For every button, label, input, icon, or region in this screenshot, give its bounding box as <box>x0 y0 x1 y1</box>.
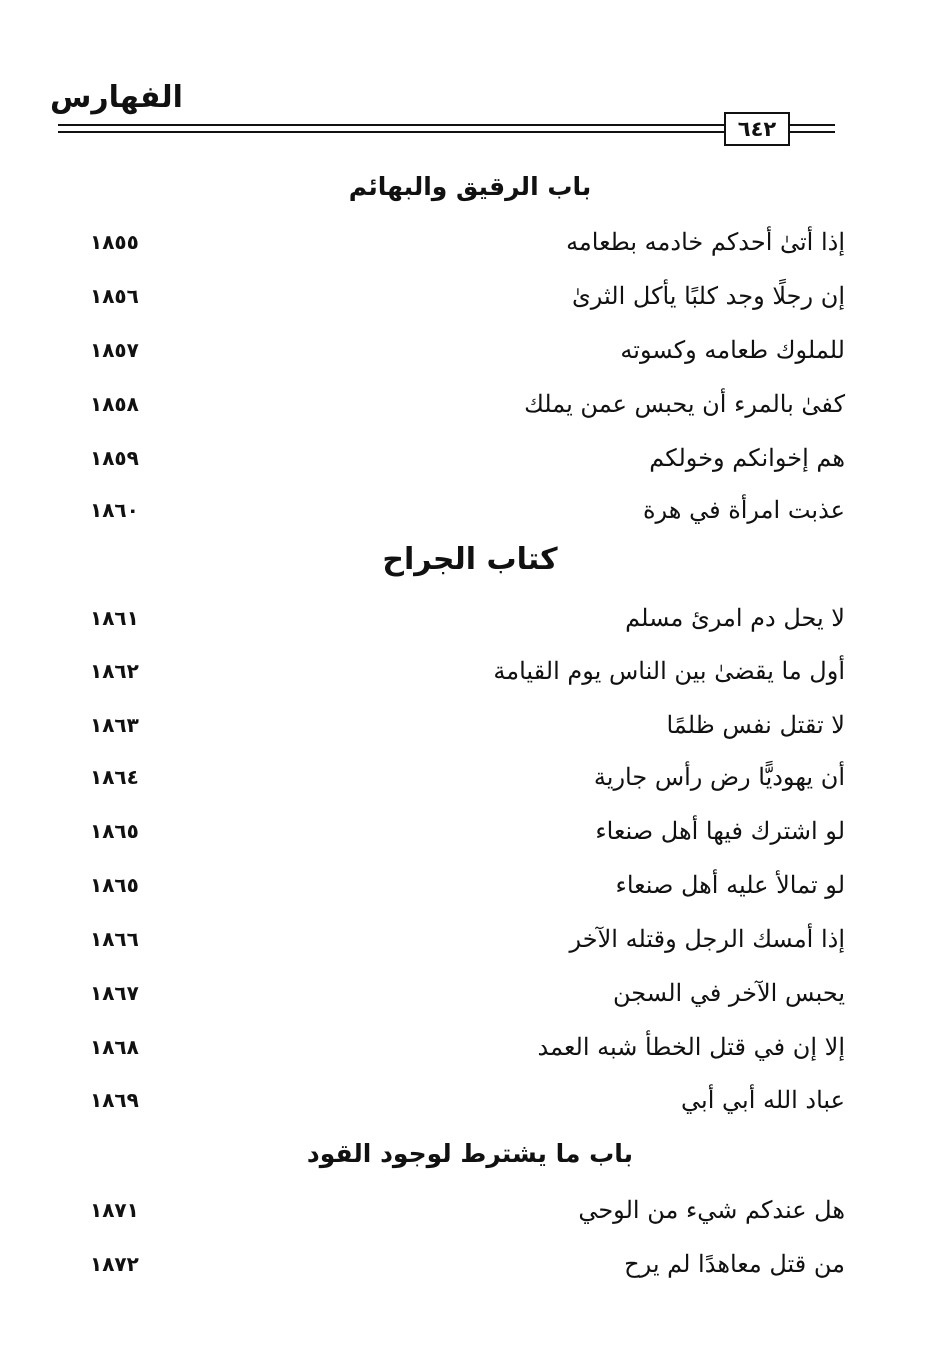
entry-number: ١٨٧٢ <box>90 1252 139 1276</box>
index-entry <box>80 705 845 745</box>
entry-text: أن يهوديًّا رض رأس جارية <box>593 763 845 791</box>
index-entry <box>80 1080 845 1120</box>
index-entry <box>80 1190 845 1230</box>
entry-number: ١٨٦٤ <box>90 765 139 789</box>
entry-text: إذا أتىٰ أحدكم خادمه بطعامه <box>566 228 845 256</box>
entry-number: ١٨٦٧ <box>90 981 139 1005</box>
index-entry <box>80 222 845 262</box>
entry-text: أول ما يقضىٰ بين الناس يوم القيامة <box>493 657 845 685</box>
entry-text: إذا أمسك الرجل وقتله الآخر <box>569 925 845 953</box>
index-entry <box>80 811 845 851</box>
entry-number: ١٨٦٩ <box>90 1088 139 1112</box>
index-entry <box>80 330 845 370</box>
entry-text: لا يحل دم امرئ مسلم <box>625 604 845 632</box>
index-entry <box>80 757 845 797</box>
entry-text: للملوك طعامه وكسوته <box>620 336 845 364</box>
entry-number: ١٨٦١ <box>90 606 139 630</box>
entry-text: لو اشترك فيها أهل صنعاء <box>595 817 845 845</box>
entry-text: عباد الله أبي أبي <box>681 1086 845 1114</box>
entry-text: إن رجلًا وجد كلبًا يأكل الثرىٰ <box>572 282 845 310</box>
running-header-title: الفهارس <box>50 80 183 115</box>
entry-text: من قتل معاهدًا لم يرح <box>624 1250 845 1278</box>
entry-number: ١٨٦٠ <box>90 498 139 522</box>
entry-text: يحبس الآخر في السجن <box>613 979 845 1007</box>
entry-number: ١٨٦٦ <box>90 927 139 951</box>
header-rule-right-top <box>790 124 835 126</box>
section-heading-riqaq: باب الرقيق والبهائم <box>348 172 592 201</box>
index-entry <box>80 919 845 959</box>
entry-number: ١٨٥٥ <box>90 230 139 254</box>
entry-number: ١٨٥٧ <box>90 338 139 362</box>
entry-number: ١٨٧١ <box>90 1198 139 1222</box>
index-entry <box>80 276 845 316</box>
index-entry <box>80 598 845 638</box>
entry-text: كفىٰ بالمرء أن يحبس عمن يملك <box>524 390 845 418</box>
entry-text: عذبت امرأة في هرة <box>642 496 845 524</box>
entry-number: ١٨٦٥ <box>90 819 139 843</box>
entry-number: ١٨٦٢ <box>90 659 139 683</box>
index-entry <box>80 865 845 905</box>
entry-number: ١٨٥٨ <box>90 392 139 416</box>
index-entry <box>80 973 845 1013</box>
index-entry <box>80 1027 845 1067</box>
header-rule-top <box>58 124 724 126</box>
index-entry <box>80 384 845 424</box>
section-heading-jirah: كتاب الجراح <box>382 542 558 577</box>
entry-text: لو تمالأ عليه أهل صنعاء <box>615 871 845 899</box>
index-entry <box>80 1244 845 1284</box>
entry-number: ١٨٥٦ <box>90 284 139 308</box>
entry-text: هم إخوانكم وخولكم <box>649 444 845 472</box>
index-entry <box>80 651 845 691</box>
entry-text: إلا إن في قتل الخطأ شبه العمد <box>537 1033 845 1061</box>
page-number: ٦٤٢ <box>724 112 790 146</box>
entry-number: ١٨٥٩ <box>90 446 139 470</box>
entry-text: هل عندكم شيء من الوحي <box>578 1196 845 1224</box>
section-heading-qawad: باب ما يشترط لوجود القود <box>306 1139 634 1168</box>
entry-text: لا تقتل نفس ظلمًا <box>666 711 845 739</box>
entry-number: ١٨٦٣ <box>90 713 139 737</box>
header-rule-right-bottom <box>790 131 835 133</box>
header-rule-bottom <box>58 131 724 133</box>
entry-number: ١٨٦٥ <box>90 873 139 897</box>
entry-number: ١٨٦٨ <box>90 1035 139 1059</box>
index-entry <box>80 490 845 530</box>
index-entry <box>80 438 845 478</box>
